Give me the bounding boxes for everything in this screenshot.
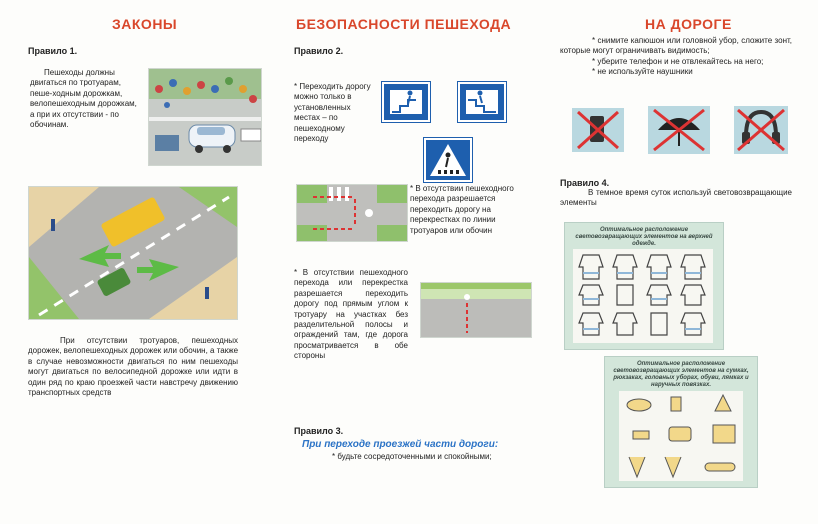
street-scene-illustration xyxy=(148,68,262,166)
no-crossing-text: * В отсутствии пешеходного перехода разрешается переходить дорогу на перекрестках по линии тротуаров или обочин xyxy=(410,184,514,235)
clothing-diagrams xyxy=(573,249,713,343)
rule3-heading: При переходе проезжей части дороги: xyxy=(302,439,499,450)
title-right: НА ДОРОГЕ xyxy=(645,16,732,32)
card1-title: Оптимальное расположение световозвращающих элементов на верхней одежде. xyxy=(575,227,713,247)
rule2-text: * Переходить дорогу можно только в установленных местах – по пешеходному переходу xyxy=(294,82,371,144)
no-phone-icon xyxy=(572,108,624,152)
title-middle: БЕЗОПАСНОСТИ ПЕШЕХОДА xyxy=(296,16,512,32)
reflective-accessories-card xyxy=(604,356,758,488)
rule3-title: Правило 3. xyxy=(294,426,344,436)
title-left: ЗАКОНЫ xyxy=(112,16,178,32)
road-illustration xyxy=(28,186,238,320)
reflective-clothing-card xyxy=(564,222,724,350)
no-headphones-icon xyxy=(734,106,788,154)
pedestrian-crossing-sign-icon xyxy=(424,138,472,182)
tip-hood: * снимите капюшон или головной убор, сложите зонт, которые могут ограничивать видимость; xyxy=(560,36,792,56)
rule1-title: Правило 1. xyxy=(28,46,78,56)
tips-list xyxy=(560,36,792,78)
tip-phone: * уберите телефон и не отвлекайтесь на него; xyxy=(592,56,764,66)
rule1-bottom-text: При отсутствии тротуаров, пешеходных дорожек, велопешеходных дорожек или обочин, а также в случае невозможности двигаться по ним пешеходы могут двигаться по велосипедной дорожке или идти в один ряд по краю проезжей части навстречу движению транспортных средств xyxy=(28,336,239,398)
accessory-diagrams xyxy=(619,391,743,481)
rule4-text: В темное время суток используй световозвращающие элементы xyxy=(560,188,792,208)
straight-crossing-illustration xyxy=(420,282,532,338)
underpass-sign-icon xyxy=(382,82,430,122)
card2-title: Оптимальное расположение световозвращающих элементов на сумках, рюкзаках, головных уборах, обуви, лямках и наручных повязках. xyxy=(613,361,749,388)
rule1-text: Пешеходы должны двигаться по тротуарам, пеше-ходным дорожкам, велопешеходным дорожкам, а при их отсутствии - по обочинам. xyxy=(30,68,137,130)
rule4-title: Правило 4. xyxy=(560,178,610,188)
tip-headphones: * не используйте наушники xyxy=(592,67,693,77)
no-intersection-text: * В отсутствии пешеходного перехода или перекрестка разрешается переходить дорогу под прямым углом к тротуару на участках без разделительной полосы и ограждений там, где дорога просматривается в обе стороны xyxy=(294,268,408,361)
rule2-title: Правило 2. xyxy=(294,46,344,56)
overpass-sign-icon xyxy=(458,82,506,122)
intersection-illustration xyxy=(296,184,408,242)
no-umbrella-icon xyxy=(648,106,710,154)
rule3-text: * будьте сосредоточенными и спокойными; xyxy=(332,452,492,461)
